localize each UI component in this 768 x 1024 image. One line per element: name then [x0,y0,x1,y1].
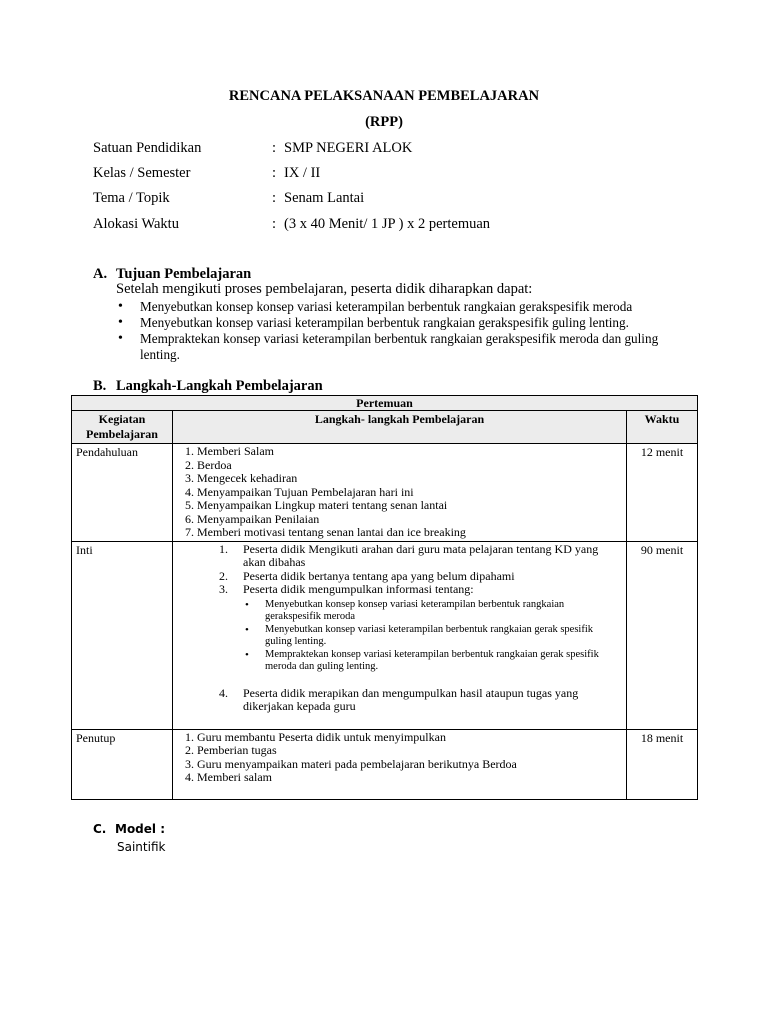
meta-value: IX / II [284,165,321,181]
bullet-icon: • [118,299,123,314]
section-c [93,822,165,854]
meta-colon: : [272,140,277,156]
column-header-waktu: Waktu [627,411,698,444]
meta-label: Kelas / Semester [93,165,191,181]
activity-steps [173,444,627,542]
column-header-langkah: Langkah- langkah Pembelajaran [173,411,627,444]
meta-value: SMP NEGERI ALOK [284,140,413,156]
section-letter: C. [93,822,107,836]
list-item: • Mempraktekan konsep variasi keterampilan berbentuk rangkaian gerakspesifik meroda dan guling lenting. [118,331,659,362]
bullet-icon: • [245,598,249,611]
sub-list [243,599,622,673]
column-header-kegiatan: Kegiatan Pembelajaran [72,411,173,444]
activity-time: 12 menit [627,444,698,542]
list-item: 1. Peserta didik Mengikuti arahan dari guru mata pelajaran tentang KD yang akan dibahas [219,541,599,569]
list-item: • Menyebutkan konsep konsep variasi keterampilan berbentuk rangkaian gerakspesifik meroda [118,299,633,314]
goals-list [116,299,676,363]
bullet-icon: • [118,331,123,346]
table-row [72,444,698,542]
activity-time: 18 menit [627,729,698,799]
meta-value: Senam Lantai [284,190,365,206]
activity-steps [173,541,627,729]
list-item: 4. Menyampaikan Tujuan Pembelajaran hari ini [197,486,622,500]
model-value: Saintifik [117,840,166,854]
table-row [72,541,698,729]
list-item: 4. Memberi salam [197,771,622,785]
activity-name: Pendahuluan [72,444,173,542]
section-letter: B. [93,378,107,394]
list-item: 2. Peserta didik bertanya tentang apa yang belum dipahami [219,568,515,583]
activity-name: Inti [72,541,173,729]
table-row [72,729,698,799]
bullet-icon: • [245,623,249,636]
meta-value: (3 x 40 Menit/ 1 JP ) x 2 pertemuan [284,216,491,232]
list-item: 4. Peserta didik merapikan dan mengumpulkan hasil ataupun tugas yang dikerjakan kepada guru [219,685,579,713]
list-item: • Menyebutkan konsep konsep variasi keterampilan berbentuk rangkaian gerakspesifik meroda [245,598,565,622]
list-item: • Menyebutkan konsep variasi keterampilan berbentuk rangkaian gerakspesifik guling lenting. [118,315,629,330]
meta-colon: : [272,165,277,181]
meta-label: Tema / Topik [93,190,170,206]
list-item: 2. Berdoa [197,459,622,473]
meta-colon: : [272,216,277,232]
section-title: Model : [115,822,166,836]
list-item: 3. Mengecek kehadiran [197,472,622,486]
list-item: 3. Peserta didik mengumpulkan informasi tentang: • Menyebutkan konsep konsep variasi keterampilan berbentuk rangkaian gerakspesifik meroda • Menyebutkan konsep variasi keterampilan berbentuk rangkaian gerak spesifik guling lenting. • Mempraktekan konsep variasi keterampilan berbentuk rangkaian gerak spesifik meroda dan guling lenting. [177,583,622,673]
list-item: • Menyebutkan konsep variasi keterampilan berbentuk rangkaian gerak spesifik guling lenting. [245,623,594,647]
bullet-icon: • [245,648,249,661]
activity-time: 90 menit [627,541,698,729]
meta-label: Satuan Pendidikan [93,140,202,156]
bullet-icon: • [118,315,123,330]
activity-steps [173,729,627,799]
document-title: RENCANA PELAKSANAAN PEMBELAJARAN [228,88,540,104]
list-item: 2. Pemberian tugas [197,744,622,758]
list-item: 7. Memberi motivasi tentang senan lantai dan ice breaking [197,526,622,540]
learning-steps-table [71,395,698,800]
meta-label: Alokasi Waktu [93,216,179,232]
section-title: Langkah-Langkah Pembelajaran [116,378,323,394]
list-item: 5. Menyampaikan Lingkup materi tentang senan lantai [197,499,622,513]
list-item: 1. Guru membantu Peserta didik untuk menyimpulkan [197,731,622,745]
list-item: • Mempraktekan konsep variasi keterampilan berbentuk rangkaian gerak spesifik meroda dan guling lenting. [245,648,599,672]
section-title: Tujuan Pembelajaran [116,266,252,282]
section-a-intro: Setelah mengikuti proses pembelajaran, peserta didik diharapkan dapat: [116,281,533,297]
section-letter: A. [93,266,108,282]
list-item: 3. Guru menyampaikan materi pada pembelajaran berikutnya Berdoa [197,758,622,772]
meta-colon: : [272,190,277,206]
document-subtitle: (RPP) [365,114,403,130]
pertemuan-header: Pertemuan [72,396,698,411]
section-c-heading [93,822,165,836]
list-item: 6. Menyampaikan Penilaian [197,513,622,527]
activity-name: Penutup [72,729,173,799]
section-b-heading [93,378,323,395]
list-item: 1. Memberi Salam [197,445,622,459]
